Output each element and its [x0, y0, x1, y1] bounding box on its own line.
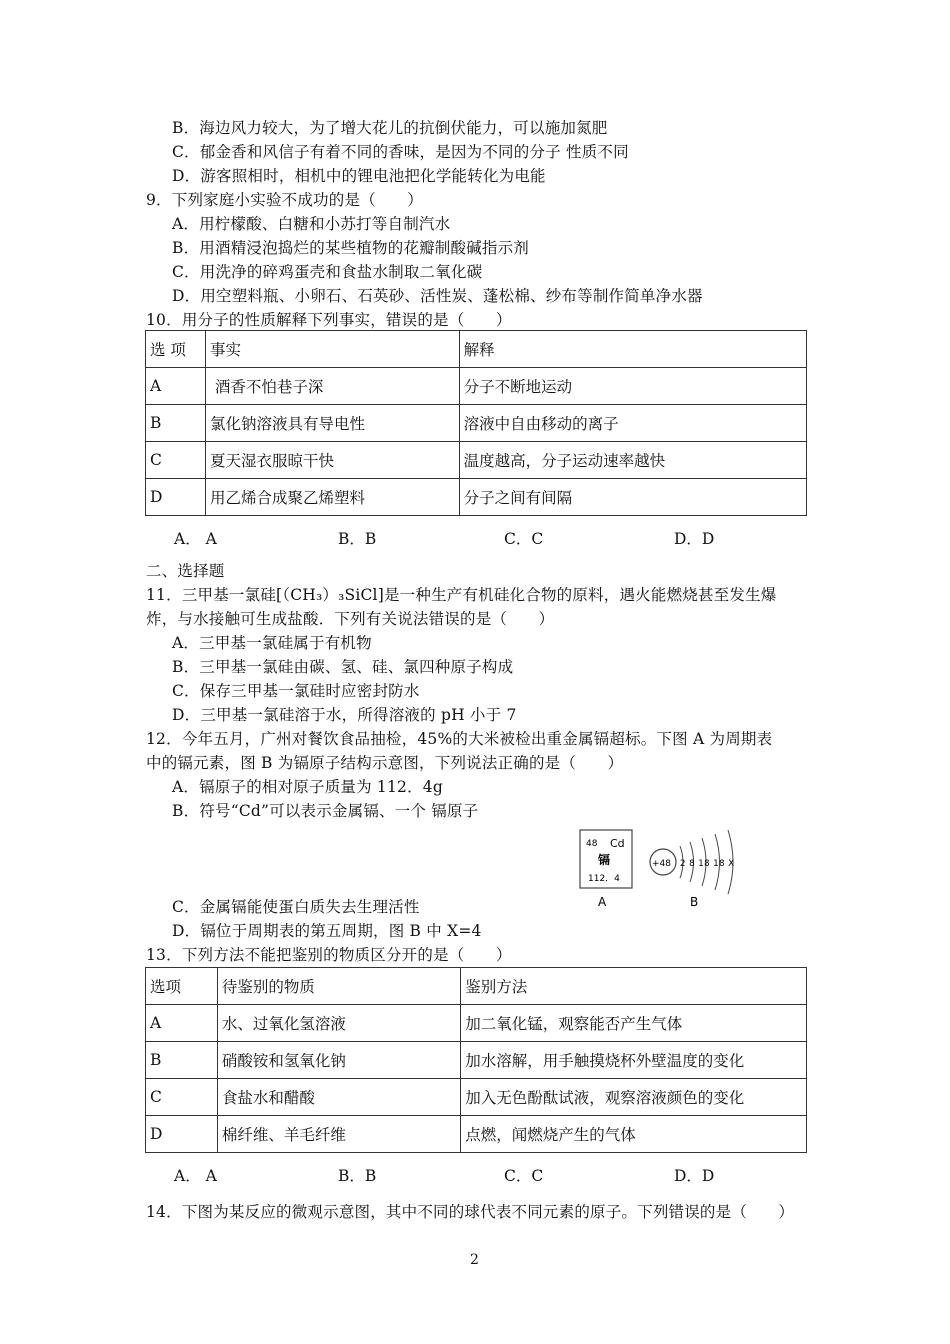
table-cell: 点燃，闻燃烧产生的气体	[461, 1116, 807, 1153]
table-cell: 夏天湿衣服晾干快	[205, 442, 459, 479]
q10-stem: 10．用分子的性质解释下列事实，错误的是（ ）	[146, 311, 512, 329]
table-header-cell: 鉴别方法	[461, 968, 807, 1005]
q9-option-d: D．用空塑料瓶、小卵石、石英砂、活性炭、蓬松棉、纱布等制作简单净水器	[172, 287, 703, 305]
q11-option-a: A．三甲基一氯硅属于有机物	[172, 634, 372, 652]
table-header-cell: 选项	[146, 968, 218, 1005]
table-cell: 硝酸铵和氢氧化钠	[217, 1042, 460, 1079]
table-row	[146, 405, 807, 442]
q9-option-b: B．用酒精浸泡捣烂的某些植物的花瓣制酸碱指示剂	[172, 239, 529, 257]
q13-stem: 13．下列方法不能把鉴别的物质区分开的是（ ）	[146, 946, 512, 964]
q12-option-d: D．镉位于周期表的第五周期，图 B 中 X=4	[172, 922, 482, 940]
q10-answer-a: A． A	[174, 530, 217, 548]
table-cell: 用乙烯合成聚乙烯塑料	[205, 479, 459, 516]
q13-answer-b: B．B	[338, 1167, 377, 1185]
q10-table	[145, 330, 807, 516]
table-cell: C	[146, 442, 206, 479]
q12-stem-line-2: 中的镉元素，图 B 为镉原子结构示意图，下列说法正确的是（ ）	[146, 754, 624, 772]
table-cell: 分子不断地运动	[459, 368, 806, 405]
figure-label-b: B	[690, 895, 699, 909]
table-cell: 水、过氧化氢溶液	[217, 1005, 460, 1042]
q13-answer-c: C．C	[504, 1167, 544, 1185]
q13-answer-d: D．D	[674, 1167, 715, 1185]
q9-stem: 9．下列家庭小实验不成功的是（ ）	[146, 191, 423, 209]
section-heading: 二、选择题	[146, 562, 225, 580]
element-symbol: Cd	[610, 837, 625, 850]
q10-answer-d: D．D	[674, 530, 715, 548]
element-name: 镉	[598, 853, 611, 867]
table-cell: D	[146, 1116, 218, 1153]
q11-option-c: C．保存三甲基一氯硅时应密封防水	[172, 682, 420, 700]
table-row	[146, 479, 807, 516]
table-header-cell: 解释	[459, 331, 806, 368]
page-number: 2	[470, 1252, 479, 1268]
table-cell: A	[146, 1005, 218, 1042]
q11-stem-line-2: 炸，与水接触可生成盐酸．下列有关说法错误的是（ ）	[146, 610, 555, 628]
table-header-row	[146, 968, 807, 1005]
q12-option-a: A．镉原子的相对原子质量为 112．4g	[172, 778, 443, 796]
cadmium-figure	[570, 826, 750, 910]
atomic-mass: 112．4	[588, 874, 620, 884]
table-cell: A	[146, 368, 206, 405]
table-row	[146, 1116, 807, 1153]
table-header-cell: 事实	[205, 331, 459, 368]
table-cell: B	[146, 1042, 218, 1079]
q13-answer-a: A． A	[174, 1167, 217, 1185]
table-cell: 食盐水和醋酸	[217, 1079, 460, 1116]
q9-option-a: A．用柠檬酸、白糖和小苏打等自制汽水	[172, 215, 451, 233]
q8-option-d: D．游客照相时，相机中的锂电池把化学能转化为电能	[172, 167, 546, 185]
q8-option-c: C．郁金香和风信子有着不同的香味，是因为不同的分子 性质不同	[172, 143, 629, 161]
table-cell: B	[146, 405, 206, 442]
table-cell: 棉纤维、羊毛纤维	[217, 1116, 460, 1153]
q10-answer-c: C．C	[504, 530, 544, 548]
table-header-row	[146, 331, 807, 368]
table-cell: 溶液中自由移动的离子	[459, 405, 806, 442]
q13-table	[145, 967, 807, 1153]
q9-option-c: C．用洗净的碎鸡蛋壳和食盐水制取二氧化碳	[172, 263, 483, 281]
table-row	[146, 1042, 807, 1079]
table-header-cell: 选 项	[146, 331, 206, 368]
q8-option-b: B．海边风力较大，为了增大花儿的抗倒伏能力，可以施加氮肥	[172, 119, 608, 137]
q10-answer-b: B．B	[338, 530, 377, 548]
table-row	[146, 368, 807, 405]
electron-counts: 2 8 18 18 X	[680, 859, 735, 869]
table-row	[146, 442, 807, 479]
table-cell: 加入无色酚酞试液，观察溶液颜色的变化	[461, 1079, 807, 1116]
q14-stem: 14．下图为某反应的微观示意图，其中不同的球代表不同元素的原子。下列错误的是（ ）	[146, 1203, 795, 1221]
nucleus-charge: +48	[652, 859, 671, 869]
atomic-number: 48	[586, 839, 598, 849]
q12-option-c: C．金属镉能使蛋白质失去生理活性	[172, 898, 420, 916]
table-cell: 氯化钠溶液具有导电性	[205, 405, 459, 442]
figure-label-a: A	[598, 895, 607, 909]
q12-option-b: B．符号“Cd”可以表示金属镉、一个 镉原子	[172, 802, 479, 820]
q11-option-b: B．三甲基一氯硅由碳、氢、硅、氯四种原子构成	[172, 658, 514, 676]
table-header-cell: 待鉴别的物质	[217, 968, 460, 1005]
table-row	[146, 1005, 807, 1042]
table-cell: 温度越高，分子运动速率越快	[459, 442, 806, 479]
table-cell: 加水溶解，用手触摸烧杯外壁温度的变化	[461, 1042, 807, 1079]
table-cell: 酒香不怕巷子深	[205, 368, 459, 405]
table-cell: 加二氧化锰，观察能否产生气体	[461, 1005, 807, 1042]
table-cell: C	[146, 1079, 218, 1116]
table-cell: D	[146, 479, 206, 516]
q12-stem-line-1: 12．今年五月，广州对餐饮食品抽检，45%的大米被检出重金属镉超标。下图 A 为周期表	[146, 730, 773, 748]
q11-option-d: D．三甲基一氯硅溶于水，所得溶液的 pH 小于 7	[172, 706, 517, 724]
table-row	[146, 1079, 807, 1116]
table-cell: 分子之间有间隔	[459, 479, 806, 516]
q11-stem-line-1: 11．三甲基一氯硅[（CH₃）₃SiCl]是一种生产有机硅化合物的原料，遇火能燃烧甚至发生爆	[146, 586, 777, 604]
